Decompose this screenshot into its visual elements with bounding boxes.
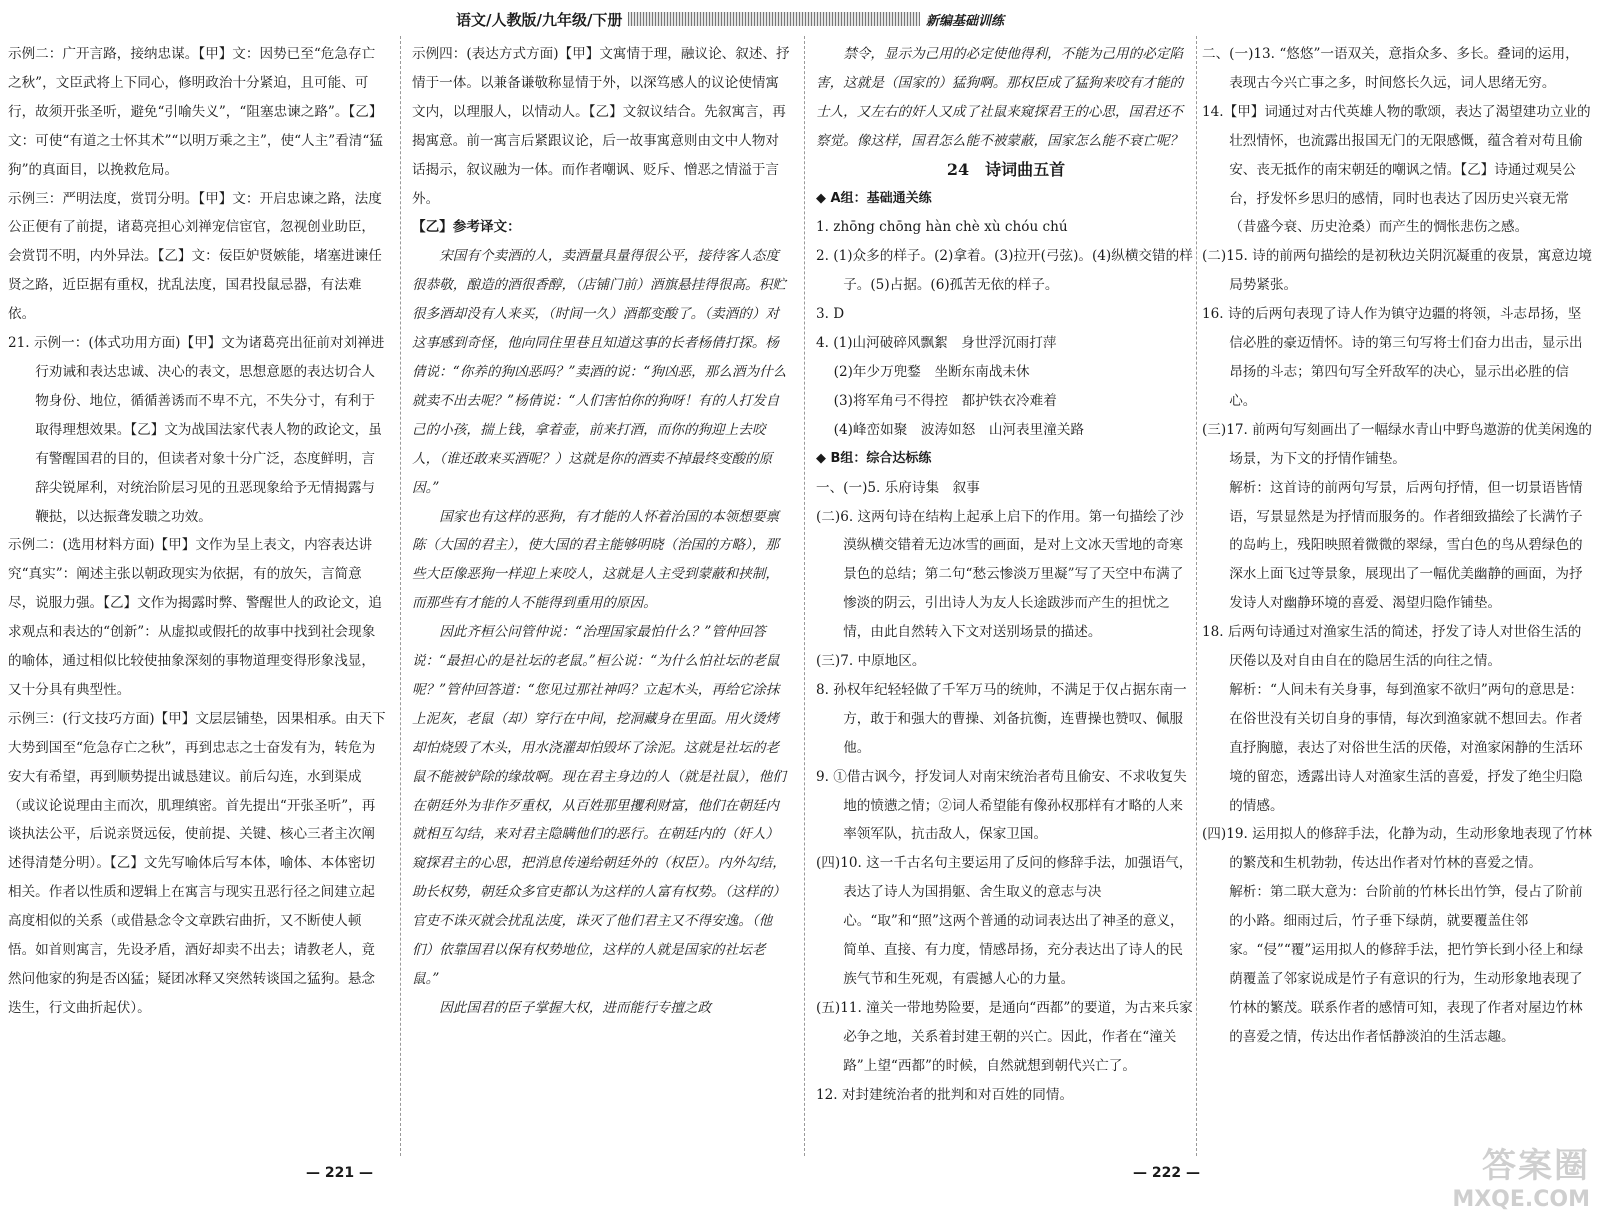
watermark-text: 答案圈	[1482, 1146, 1590, 1186]
answer-1: 1. zhōng chōng hàn chè xù chóu chú	[816, 219, 1068, 236]
lesson-title: 24 诗词曲五首	[946, 159, 1066, 179]
page-number-right: — 222 —	[1133, 1165, 1200, 1181]
answer-9: 9. ①借古讽今，抒发词人对南宋统治者苟且偷安、不求收复失地的愤懑之情；②词人希望能有像孙权那样有才略的人来率领军队，抗击敌人，保家卫国。	[816, 768, 1187, 843]
group-b-heading: ◆ B组：综合达标练	[816, 450, 932, 466]
translation-paragraph: 国家也有这样的恶狗，有才能的人怀着治国的本领想要禀陈（大国的君主），使大国的君主能够明晓（治国的方略），那些大臣像恶狗一样迎上来咬人，这就是人主受到蒙蔽和挟制，而那些有才能的人不能得到重用的原因。	[412, 508, 780, 612]
answer-17: (三)17. 前两句写刻画出了一幅绿水青山中野鸟遨游的优美闲逸的场景，为下文的抒情作铺垫。	[1202, 421, 1592, 467]
answer-4: 4. (1)山河破碎风飘絮 身世浮沉雨打萍	[816, 335, 1057, 352]
analysis-19: 解析：第二联大意为：台阶前的竹林长出竹笋，侵占了阶前的小路。细雨过后，竹子垂下绿荫，就要覆盖住邻家。“侵”“覆”运用拟人的修辞手法，把竹笋长到小径上和绿荫覆盖了邻家说成是竹子有意识的行为，生动形象地表现了竹林的繁茂。联系作者的感情可知，表现了作者对屋边竹林的喜爱之情，传达出作者恬静淡泊的生活志趣。	[1229, 884, 1584, 1045]
answer-18: 18. 后两句诗通过对渔家生活的简述，抒发了诗人对世俗生活的厌倦以及对自由自在的隐居生活的向往之情。	[1202, 624, 1582, 670]
paragraph: 示例二：广开言路，接纳忠谋。【甲】文：因势已至“危急存亡之秋”，文臣武将上下同心，修明政治十分紧迫，且可能、可行，故须开张圣听，避免“引喻失义”，“阻塞忠谏之路”。【乙】文：可使“有道之士怀其术”“以明万乘之主”，使“人主”看清“猛狗”的真面目，以挽救危局。	[8, 46, 383, 178]
page-number-left: — 221 —	[306, 1165, 373, 1181]
column-1	[8, 40, 386, 1140]
paragraph: 示例三：(行文技巧方面)【甲】文层层铺垫，因果相承。由天下大势到国至“危急存亡之秋”，再到忠志之士奋发有为，转危为安大有希望，再到顺势提出诚恳建议。前后勾连，水到渠成（或议论说理由主而次，肌理缜密。首先提出“开张圣听”，再谈执法公平，后说亲贤远佞，使前提、关键、核心三者主次阐述得清楚分明）。【乙】文先写喻体后写本体，喻体、本体密切相关。作者以性质和逻辑上在寓言与现实丑恶行径之间建立起高度相似的关系（或借悬念令文章跌宕曲折，又不断使人顿悟。如首则寓言，先设矛盾，酒好却卖不出去；请教老人，竟然问他家的狗是否凶猛；疑团冰释又突然转谈国之猛狗。悬念迭生，行文曲折起伏）。	[8, 710, 386, 1016]
answer-15: (二)15. 诗的前两句描绘的是初秋边关阴沉凝重的夜景，寓意边境局势紧张。	[1202, 248, 1592, 294]
paragraph: 示例四：(表达方式方面)【甲】文寓情于理，融议论、叙述、抒情于一体。以兼备谦敬称显情于外，以深笃感人的议论使情寓文内，以理服人，以情动人。【乙】文叙议结合。先叙寓言，再揭寓意。前一寓言后紧跟议论，后一故事寓意则由文中人物对话揭示，叙议融为一体。而作者嘲讽、贬斥、憎恶之情溢于言外。	[412, 46, 790, 207]
answer-11: (五)11. 潼关一带地势险要，是通向“西都”的要道，为古来兵家必争之地，关系着封建王朝的兴亡。因此，作者在“潼关路”上望“西都”的时候，自然就想到朝代兴亡了。	[816, 999, 1193, 1074]
header-barcode-strip	[628, 12, 920, 26]
translation-paragraph: 因此国君的臣子掌握大权，进而能行专擅之政	[439, 999, 712, 1016]
answer-6: (二)6. 这两句诗在结构上起承上启下的作用。第一句描绘了沙漠纵横交错着无边冰雪的画面，是对上文冰天雪地的奇寒景色的总结；第二句“愁云惨淡万里凝”写了天空中布满了惨淡的阴云，引出诗人为友人长途跋涉而产生的担忧之情，由此自然转入下文对送别场景的描述。	[816, 508, 1184, 641]
answer-13: 二、(一)13. “悠悠”一语双关，意指众多、多长。叠词的运用，表现古今兴亡事之多，时间悠长久远，词人思绪无穷。	[1202, 46, 1579, 91]
series-label: 新编基础训练	[925, 13, 1004, 29]
translation-paragraph: 因此齐桓公问管仲说：“治理国家最怕什么？”管仲回答说：“最担心的是社坛的老鼠。”桓公说：“为什么怕社坛的老鼠呢？”管仲回答道：“您见过那社神吗？立起木头，再给它涂抹上泥灰，老鼠（却）穿行在中间，挖洞藏身在里面。用火烫烤却怕烧毁了木头，用水浇灌却怕毁坏了涂泥。这就是社坛的老鼠不能被铲除的缘故啊。现在君主身边的人（就是社鼠），他们在朝廷外为非作歹重权，从百姓那里攫利财富，他们在朝廷内就相互勾结，来对君主隐瞒他们的恶行。在朝廷内的（奸人）窥探君主的心思，把消息传递给朝廷外的（权臣）。内外勾结，助长权势，朝廷众多官吏都认为这样的人富有权势。（这样的）官吏不诛灭就会扰乱法度，诛灭了他们君主又不得安逸。（他们）依靠国君以保有权势地位，这样的人就是国家的社坛老鼠。”	[412, 624, 786, 987]
paragraph: 示例二：(选用材料方面)【甲】文作为呈上表文，内容表达讲究“真实”：阐述主张以朝政现实为依据，有的放矢，言简意尽，说服力强。【乙】文作为揭露时弊、警醒世人的政论文，追求观点和表达的“创新”：从虚拟或假托的故事中找到社会现象的喻体，通过相似比较使抽象深刻的事物道理变得形象浅显，又十分具有典型性。	[8, 537, 382, 698]
answer-7: (三)7. 中原地区。	[816, 653, 926, 670]
answer-16: 16. 诗的后两句表现了诗人作为镇守边疆的将领，斗志昂扬，坚信必胜的豪迈情怀。诗的第三句写将士们奋力出击，显示出昂扬的斗志；第四句写全歼敌军的决心，显示出必胜的信心。	[1202, 306, 1583, 409]
answer-4-line: (4)峰峦如聚 波涛如怒 山河表里潼关路	[833, 421, 1085, 438]
answer-10: (四)10. 这一千古名句主要运用了反问的修辞手法，加强语气，表达了诗人为国捐躯、舍生取义的意志与决心。“取”和“照”这两个普通的动词表达出了神圣的意义，简单、直接、有力度，情感昂扬，充分表达出了诗人的民族气节和生死观，有震撼人心的力量。	[816, 855, 1193, 987]
running-header	[450, 8, 1010, 30]
column-2	[412, 40, 792, 1140]
subject-label: 语文/人教版/九年级/下册	[450, 9, 628, 30]
answer-4-line: (2)年少万兜鍪 坐断东南战未休	[833, 363, 1030, 380]
answer-4-line: (3)将军角弓不得控 都护铁衣冷难着	[833, 392, 1057, 409]
group-a-heading: ◆ A组：基础通关练	[816, 190, 932, 206]
column-divider	[400, 36, 401, 1156]
column-3	[816, 40, 1196, 1140]
answer-2: 2. (1)众多的样子。(2)拿着。(3)拉开(弓弦)。(4)纵横交错的样子。(5)占据。(6)孤苦无依的样子。	[816, 248, 1193, 294]
column-4	[1202, 40, 1592, 1140]
answer-3: 3. D	[816, 306, 845, 323]
watermark-logo	[1452, 1138, 1590, 1212]
analysis-18: 解析：“人间未有关身事，每到渔家不欲归”两句的意思是：在俗世没有关切自身的事情，每次到渔家就不想回去。作者直抒胸臆，表达了对俗世生活的厌倦，对渔家闲静的生活环境的留恋，透露出诗人对渔家生活的喜爱，抒发了绝尘归隐的情感。	[1229, 681, 1583, 814]
answer-12: 12. 对封建统治者的批判和对百姓的同情。	[816, 1086, 1074, 1103]
answer-14: 14.【甲】词通过对古代英雄人物的歌颂，表达了渴望建功立业的壮烈情怀，也流露出报国无门的无限感慨，蕴含着对苟且偷安、丧无抵作的南宋朝廷的嘲讽之情。【乙】诗通过观吴公台，抒发怀乡思归的感情，同时也表达了因历史兴衰无常（昔盛今衰、历史沧桑）而产生的惆怅悲伤之感。	[1202, 103, 1591, 236]
answer-19: (四)19. 运用拟人的修辞手法，化静为动，生动形象地表现了竹林的繁茂和生机勃勃，传达出作者对竹林的喜爱之情。	[1202, 826, 1592, 872]
answer-5: 一、(一)5. 乐府诗集 叙事	[816, 479, 980, 496]
page-divider	[804, 36, 805, 1156]
paragraph: 示例三：严明法度，赏罚分明。【甲】文：开启忠谏之路，法度公正便有了前提，诸葛亮担心刘禅宠信宦官，忽视创业助臣，会赏罚不明，内外异法。【乙】文：佞臣妒贤嫉能，堵塞进谏任贤之路，近臣据有重权，扰乱法度，国君投鼠忌器，有法难依。	[8, 190, 382, 323]
answer-8: 8. 孙权年纪轻轻做了千军万马的统帅，不满足于仅占据东南一方，敢于和强大的曹操、刘备抗衡，连曹操也赞叹、佩服他。	[816, 681, 1187, 756]
translation-paragraph: 宋国有个卖酒的人，卖酒量具量得很公平，接待客人态度很恭敬，酿造的酒很香醇，（店铺门前）酒旗悬挂得很高。积贮很多酒却没有人来买，（时间一久）酒都变酸了。（卖酒的）对这事感到奇怪，他向同住里巷且知道这事的长者杨倩打探。杨倩说：“你养的狗凶恶吗？”卖酒的说：“狗凶恶，那么酒为什么就卖不出去呢？”杨倩说：“人们害怕你的狗呀！有的人打发自己的小孩，揣上钱，拿着壶，前来打酒，而你的狗迎上去咬人，（谁还敢来买酒呢？）这就是你的酒卖不掉最终变酸的原因。”	[412, 248, 787, 496]
watermark-url: MXQE.COM	[1452, 1187, 1590, 1212]
analysis-17: 解析：这首诗的前两句写景，后两句抒情，但一切景语皆情语，写景显然是为抒情而服务的。作者细致描绘了长满竹子的岛屿上，残阳映照着微微的翠绿，雪白色的鸟从碧绿色的深水上面飞过等景象，展现出了一幅优美幽静的画面，为抒发诗人对幽静环境的喜爱、渴望归隐作铺垫。	[1229, 479, 1583, 612]
translation-paragraph: 禁令，显示为己用的必定使他得利，不能为己用的必定陷害，这就是（国家的）猛狗啊。那权臣成了猛狗来咬有才能的士人，又左右的奸人又成了社鼠来窥探君王的心思，国君还不察觉。像这样，国君怎么能不被蒙蔽，国家怎么能不衰亡呢？	[816, 46, 1184, 149]
column-divider	[1196, 36, 1197, 1156]
question-21: 21. 示例一：(体式功用方面)【甲】文为诸葛亮出征前对刘禅进行劝诫和表达忠诚、决心的表文，思想意愿的表达切合人物身份、地位，循循善诱而不卑不亢，不失分寸，有利于取得理想效果。【乙】文为战国法家代表人物的政论文，虽有警醒国君的目的，但读者对象十分广泛，态度鲜明，言辞尖锐犀利，对统治阶层习见的丑恶现象给予无情揭露与鞭挞，以达振聋发聩之功效。	[8, 335, 385, 525]
translation-heading: 【乙】参考译文：	[412, 219, 521, 236]
